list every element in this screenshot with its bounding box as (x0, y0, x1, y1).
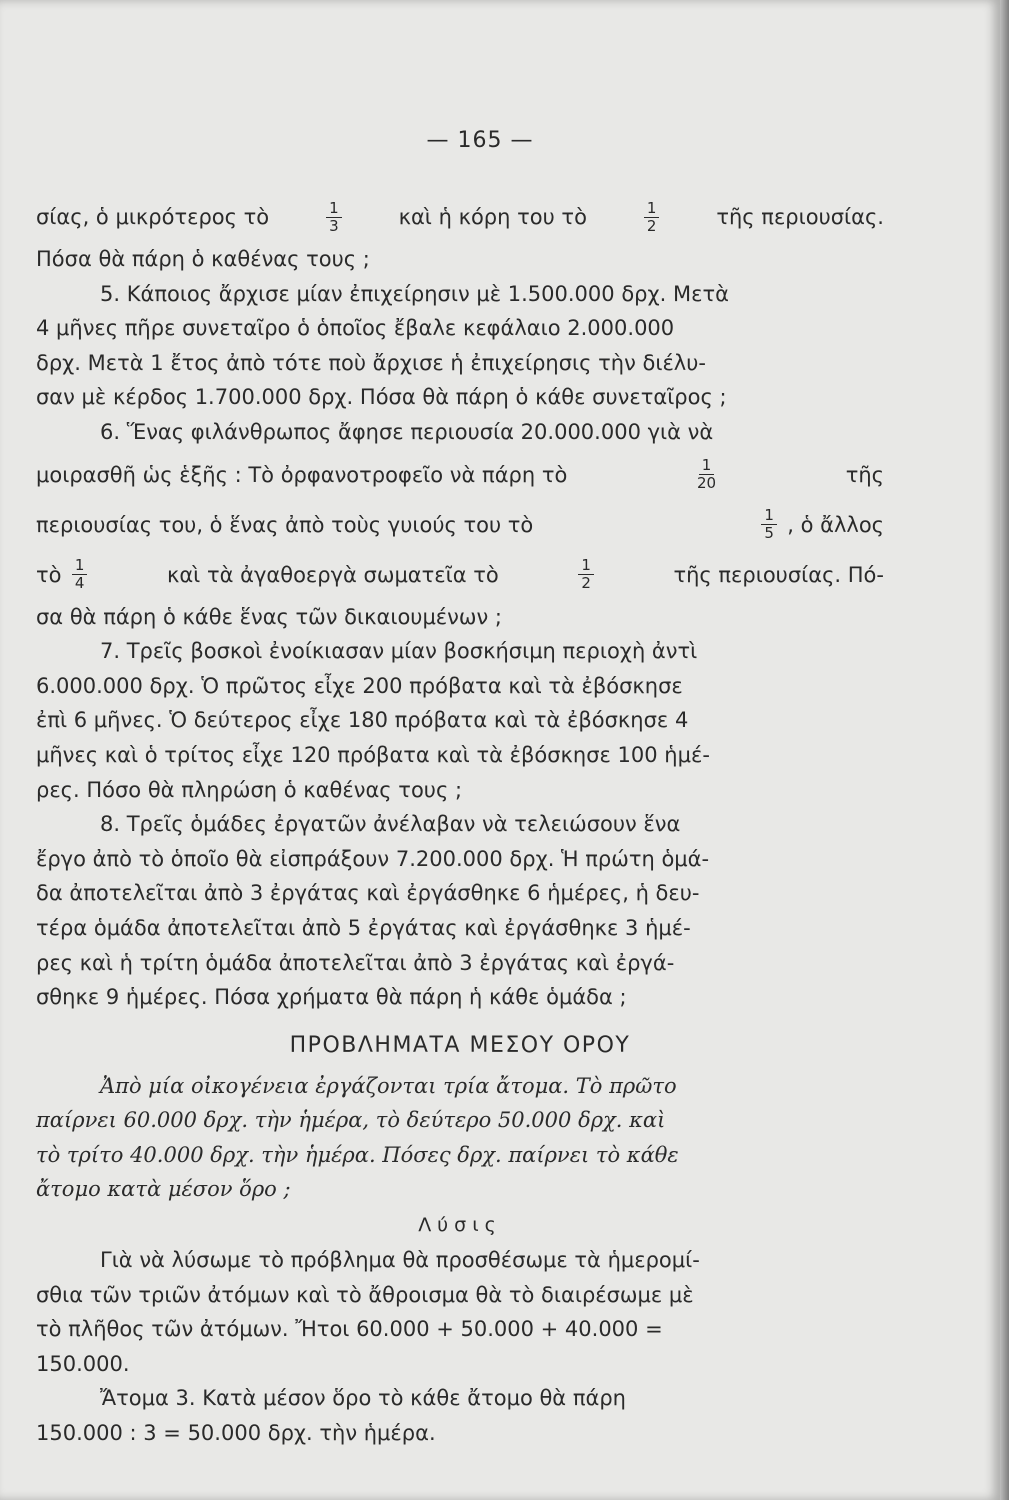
solution-line: Ἄτομα 3. Κατὰ μέσον ὅρο τὸ κάθε ἄτομο θὰ πάρη (100, 1386, 626, 1411)
problem-6-line (36, 600, 884, 635)
fraction-denominator: 4 (74, 574, 85, 593)
text-segment: 150.000. (36, 1351, 130, 1376)
example-line: Ἀπὸ μία οἰκογένεια ἐργάζονται τρία ἄτομα. Τὸ πρῶτο (100, 1073, 677, 1098)
text-segment: σίας, ὁ μικρότερος τὸ (36, 205, 270, 229)
fraction (697, 457, 716, 492)
page-edge (1000, 0, 1009, 1500)
text-segment: καὶ τὰ ἀγαθοεργὰ σωματεῖα τὸ (166, 562, 499, 587)
example-line (36, 1172, 884, 1207)
example-line: τὸ τρίτο 40.000 δρχ. τὴν ἡμέρα. Πόσες δρχ. παίρνει τὸ κάθε (36, 1142, 679, 1167)
problem-6-line (36, 450, 884, 500)
fraction (72, 557, 88, 592)
fraction-numerator: 1 (326, 200, 342, 218)
section-heading: ΠΡΟΒΛΗΜΑΤΑ ΜΕΣΟΥ ΟΡΟΥ (289, 1032, 631, 1058)
fraction-denominator: 3 (329, 216, 339, 235)
fraction-numerator: 1 (72, 557, 88, 575)
fraction-denominator: 20 (696, 474, 717, 493)
text-segment: καὶ ἡ κόρη του τὸ (398, 205, 587, 229)
problem-7-line (36, 773, 884, 808)
text-segment: Πόσα θὰ πάρη ὁ καθένας τους ; (36, 247, 370, 271)
fraction (578, 557, 594, 592)
problem-6-line: 6. Ἕνας φιλάνθρωπος ἄφησε περιουσία 20.000.000 γιὰ νὰ (100, 419, 714, 444)
problem-8-line: δα ἀποτελεῖται ἀπὸ 3 ἐργάτας καὶ ἐργάσθηκε 6 ἡμέρες, ἡ δευ- (36, 881, 700, 906)
text-line (36, 242, 884, 277)
text-segment: σθηκε 9 ἡμέρες. Πόσα χρήματα θὰ πάρη ἡ κάθε ὁμάδα ; (36, 985, 627, 1010)
fraction (644, 200, 660, 235)
problem-7-line: ἐπὶ 6 μῆνες. Ὁ δεύτερος εἶχε 180 πρόβατα καὶ τὰ ἐβόσκησε 4 (36, 708, 689, 733)
problem-8-line (36, 980, 884, 1015)
page-body (36, 192, 884, 1451)
problem-8-line: τέρα ὁμάδα ἀποτελεῖται ἀπὸ 5 ἐργάτας καὶ ἐργάσθηκε 3 ἡμέ- (36, 915, 691, 940)
text-line (36, 192, 884, 242)
text-segment: τῆς περιουσίας. (716, 205, 884, 229)
fraction-numerator: 1 (761, 507, 777, 525)
text-segment: περιουσίας του, ὁ ἕνας ἀπὸ τοὺς γυιούς του τὸ (36, 512, 534, 537)
fraction-numerator: 1 (699, 457, 715, 475)
solution-line (36, 1416, 884, 1451)
text-segment: μοιρασθῆ ὡς ἑξῆς : Τὸ ὀρφανοτροφεῖο νὰ πάρη τὸ (36, 462, 568, 487)
text-segment: τῆς (845, 462, 884, 487)
problem-5-line: σαν μὲ κέρδος 1.700.000 δρχ. Πόσα θὰ πάρη ὁ κάθε συνεταῖρος ; (36, 385, 727, 410)
fraction-denominator: 5 (764, 524, 774, 543)
text-segment: 150.000 : 3 = 50.000 δρχ. τὴν ἡμέρα. (36, 1421, 436, 1446)
problem-8-line: 8. Τρεῖς ὁμάδες ἐργατῶν ἀνέλαβαν νὰ τελειώσουν ἕνα (100, 812, 681, 837)
text-segment: σα θὰ πάρη ὁ κάθε ἕνας τῶν δικαιουμένων ; (36, 604, 502, 629)
text-segment: τὸ (36, 562, 62, 587)
page-number: — 165 — (426, 128, 534, 153)
fraction-denominator: 2 (581, 574, 591, 593)
problem-5-line: δρχ. Μετὰ 1 ἔτος ἀπὸ τότε ποὺ ἄρχισε ἡ ἐπιχείρησις τὴν διέλυ- (36, 350, 706, 375)
text-segment: τῆς περιουσίας. Πό- (673, 562, 884, 587)
solution-line (36, 1347, 884, 1382)
solution-line: τὸ πλῆθος τῶν ἀτόμων. Ἤτοι 60.000 + 50.000 + 40.000 = (36, 1317, 663, 1342)
problem-8-line: ρες καὶ ἡ τρίτη ὁμάδα ἀποτελεῖται ἀπὸ 3 ἐργάτας καὶ ἐργά- (36, 950, 675, 975)
problem-5-line: 5. Κάποιος ἄρχισε μίαν ἐπιχείρησιν μὲ 1.500.000 δρχ. Μετὰ (100, 281, 729, 306)
fraction (326, 200, 342, 235)
example-line: παίρνει 60.000 δρχ. τὴν ἡμέρα, τὸ δεύτερο 50.000 δρχ. καὶ (36, 1108, 666, 1133)
fraction-numerator: 1 (578, 557, 594, 575)
problem-8-line: ἔργο ἀπὸ τὸ ὁποῖο θὰ εἰσπράξουν 7.200.000 δρχ. Ἡ πρώτη ὁμά- (36, 846, 710, 871)
problem-7-line: μῆνες καὶ ὁ τρίτος εἶχε 120 πρόβατα καὶ τὰ ἐβόσκησε 100 ἡμέ- (36, 742, 710, 767)
solution-heading: Λύσις (418, 1214, 502, 1237)
fraction (761, 507, 777, 542)
text-segment: ρες. Πόσο θὰ πληρώση ὁ καθένας τους ; (36, 777, 463, 802)
solution-line: σθια τῶν τριῶν ἀτόμων καὶ τὸ ἄθροισμα θὰ τὸ διαιρέσωμε μὲ (36, 1282, 694, 1307)
problem-5-line: 4 μῆνες πῆρε συνεταῖρο ὁ ὁποῖος ἔβαλε κεφάλαιο 2.000.000 (36, 316, 675, 341)
problem-6-line (36, 500, 884, 550)
problem-7-line: 7. Τρεῖς βοσκοὶ ἐνοίκιασαν μίαν βοσκήσιμη περιοχὴ ἀντὶ (100, 639, 698, 664)
solution-line: Γιὰ νὰ λύσωμε τὸ πρόβλημα θὰ προσθέσωμε τὰ ἡμερομί- (100, 1248, 700, 1273)
fraction-numerator: 1 (644, 200, 660, 218)
fraction-denominator: 2 (646, 216, 657, 235)
text-segment: ἄτομο κατὰ μέσον ὅρο ; (36, 1177, 291, 1202)
problem-7-line: 6.000.000 δρχ. Ὁ πρῶτος εἶχε 200 πρόβατα καὶ τὰ ἐβόσκησε (36, 673, 683, 698)
problem-6-line (36, 550, 884, 600)
text-segment: , ὁ ἄλλος (787, 512, 884, 537)
